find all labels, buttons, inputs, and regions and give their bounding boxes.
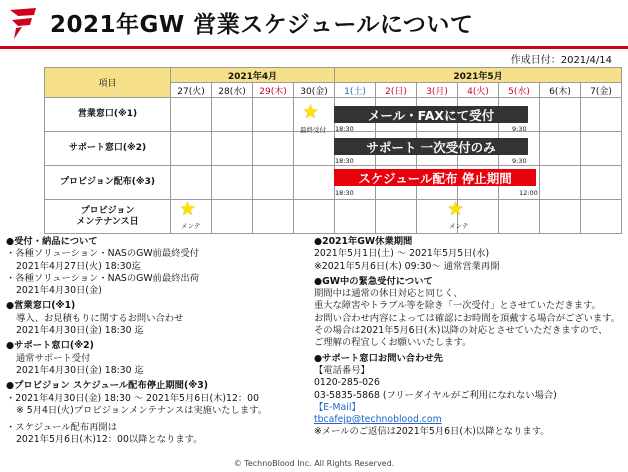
maintenance-label: メンテ bbox=[181, 222, 201, 230]
day-cell: 2(日) bbox=[376, 83, 417, 98]
note-line: 2021年5月1日(土) ～ 2021年5月5日(水) bbox=[314, 248, 490, 260]
note-line: 2021年4月30日(金) bbox=[16, 285, 102, 297]
row-label-sales: 営業窓口(※1) bbox=[45, 98, 171, 132]
day-cell: 30(金) bbox=[294, 83, 335, 98]
day-cell: 28(水) bbox=[212, 83, 253, 98]
row-label-distribution: プロビジョン配布(※3) bbox=[45, 166, 171, 200]
header-divider bbox=[0, 46, 628, 49]
schedule-table bbox=[44, 67, 622, 234]
section-heading: ●プロビジョン スケジュール配布停止期間(※3) bbox=[6, 380, 208, 392]
day-cell: 7(金) bbox=[581, 83, 622, 98]
note-line: ※メールのご返信は2021年5月6日(木)以降となります。 bbox=[314, 426, 550, 438]
star-icon: ★ bbox=[179, 198, 197, 220]
section-heading: ●サポート窓口お問い合わせ先 bbox=[314, 352, 443, 364]
april-header: 2021年4月 bbox=[171, 68, 335, 83]
section-heading: ●営業窓口(※1) bbox=[6, 300, 76, 312]
section-heading: ●2021年GW休業期間 bbox=[314, 236, 413, 247]
day-cell: 3(月) bbox=[417, 83, 458, 98]
note-line: 【E-Mail】 bbox=[314, 401, 361, 413]
note-line: ご理解の程宜しくお願いいたします。 bbox=[314, 337, 472, 349]
copyright-footer: © TechnoBlood Inc. All Rights Reserved. bbox=[233, 459, 395, 468]
may-header: 2021年5月 bbox=[335, 68, 622, 83]
last-receipt-label: 最終受付 bbox=[300, 126, 326, 134]
phone-number: 0120-285-026 bbox=[314, 377, 380, 389]
right-notes bbox=[314, 236, 620, 439]
phone-number: 03-5835-5868 (フリーダイヤルがご利用になれない場合) bbox=[314, 389, 557, 401]
section-heading: ●GW中の緊急受付について bbox=[314, 275, 433, 287]
email-link[interactable]: tbcafejp@technoblood.com bbox=[314, 414, 442, 426]
dist-end-time: 12:00 bbox=[519, 189, 538, 197]
note-line: ・2021年4月30日(金) 18:30 ～ 2021年5月6日(木)12：00 bbox=[6, 392, 259, 404]
note-line: 2021年4月30日(金) 18:30 迄 bbox=[16, 364, 144, 376]
section-heading: ●サポート窓口(※2) bbox=[6, 340, 94, 352]
day-cell: 1(土) bbox=[335, 83, 376, 98]
note-line: 通常サポート受付 bbox=[16, 352, 91, 364]
note-line: ・各種ソリューション・NASのGW前最終出荷 bbox=[6, 272, 200, 284]
star-icon: ★ bbox=[302, 101, 320, 123]
row-label-support: サポート窓口(※2) bbox=[45, 132, 171, 166]
left-notes bbox=[6, 236, 267, 447]
sales-end-time: 9:30 bbox=[512, 125, 527, 133]
star-icon: ★ bbox=[447, 198, 465, 220]
day-cell: 6(木) bbox=[540, 83, 581, 98]
page-header bbox=[0, 0, 628, 46]
note-line: ※2021年5月6日(木) 09:30～ 通常営業再開 bbox=[314, 260, 500, 272]
page-title: 2021年GW 営業スケジュールについて bbox=[50, 12, 474, 38]
support-end-time: 9:30 bbox=[512, 157, 527, 165]
technoblood-logo-icon bbox=[8, 6, 38, 40]
distribution-stop-bar: スケジュール配布 停止期間 bbox=[334, 169, 536, 186]
day-cell: 29(木) bbox=[253, 83, 294, 98]
section-heading: ●受付・納品について bbox=[6, 236, 98, 247]
day-cell: 27(火) bbox=[171, 83, 212, 98]
row-label-maintenance: プロビジョン メンテナンス日 bbox=[45, 200, 171, 234]
dist-start-time: 18:30 bbox=[335, 189, 354, 197]
note-line: 期間中は通常の休日対応と同じく、 bbox=[314, 288, 463, 300]
day-cell: 5(水) bbox=[499, 83, 540, 98]
day-cell: 4(火) bbox=[458, 83, 499, 98]
sales-period-bar: メール・FAXにて受付 bbox=[334, 106, 528, 123]
note-line: その場合は2021年5月6日(木)以降の対応とさせていただきますので、 bbox=[314, 325, 608, 337]
note-line: ※ 5月4日(火)プロビジョンメンテナンスは実施いたします。 bbox=[16, 404, 268, 416]
note-line: 2021年5月6日(木)12：00以降となります。 bbox=[16, 434, 203, 446]
support-period-bar: サポート 一次受付のみ bbox=[334, 138, 528, 155]
support-start-time: 18:30 bbox=[335, 157, 354, 165]
note-line: ・スケジュール配布再開は bbox=[6, 422, 118, 434]
maintenance-label: メンテ bbox=[449, 222, 469, 230]
note-line: 導入、お見積もりに関するお問い合わせ bbox=[16, 312, 184, 324]
note-line: 重大な障害やトラブル等を除き「一次受付」とさせていただきます。 bbox=[314, 300, 601, 312]
item-header: 項目 bbox=[45, 68, 171, 98]
note-line: ・各種ソリューション・NASのGW前最終受付 bbox=[6, 248, 200, 260]
sales-start-time: 18:30 bbox=[335, 125, 354, 133]
created-date: 作成日付：2021/4/14 bbox=[510, 55, 612, 66]
note-line: 2021年4月30日(金) 18:30 迄 bbox=[16, 325, 144, 337]
note-line: 【電話番号】 bbox=[314, 364, 370, 376]
note-line: 2021年4月27日(火) 18:30迄 bbox=[16, 260, 141, 272]
note-line: お問い合わせ内容によっては確認にお時間を頂戴する場合がございます。 bbox=[314, 312, 621, 324]
